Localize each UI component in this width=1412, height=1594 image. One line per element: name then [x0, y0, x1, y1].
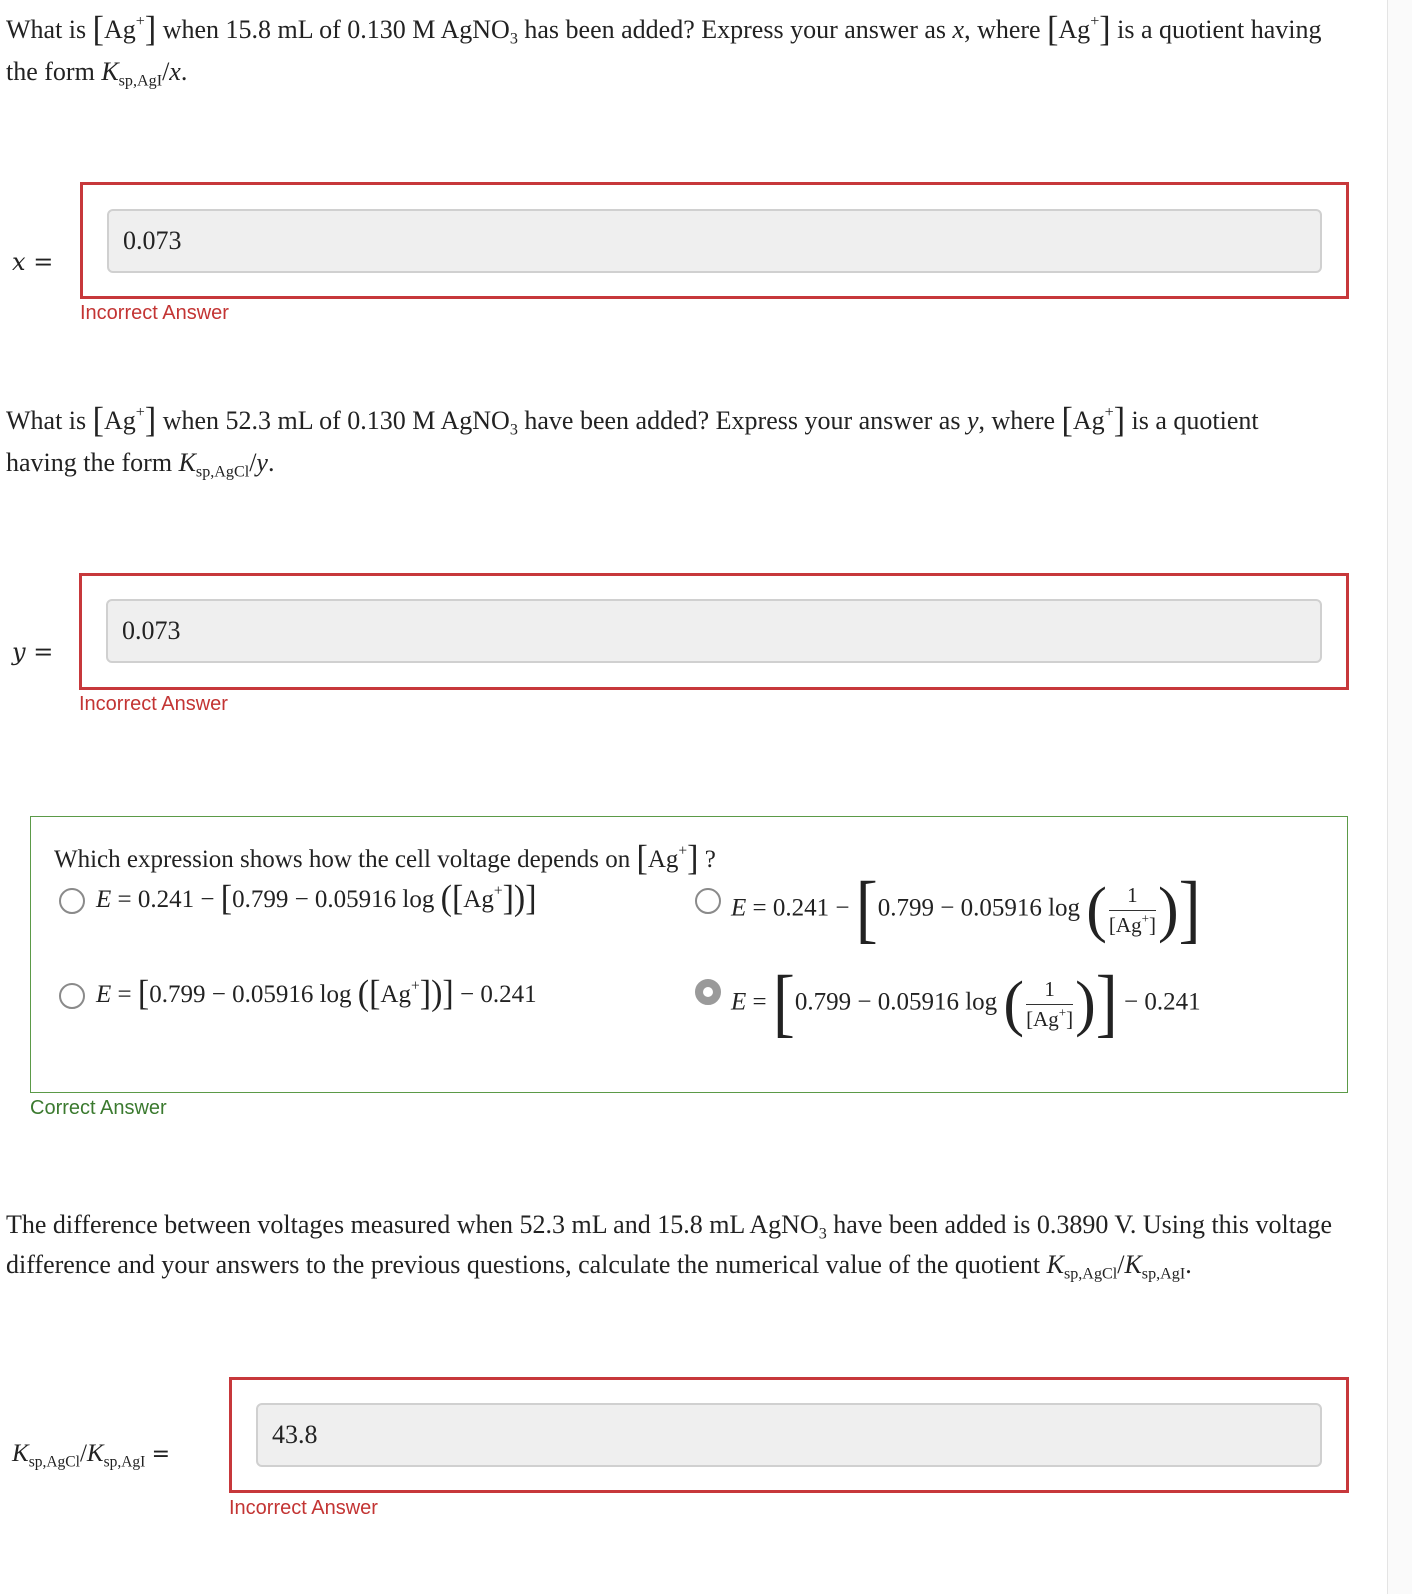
- answer-x-label: x =: [12, 248, 54, 276]
- question-1-text-line2: the form $K_{sp,AgI}/x$.: [6, 57, 188, 90]
- option-3-radio[interactable]: [59, 983, 85, 1009]
- multiple-choice-status: Correct Answer: [30, 1097, 167, 1119]
- question-2-text: What is [Ag+] when 52.3 mL of 0.130 M AgNO$_3$ have been added? Express your answer as y, where [Ag+] is a quotient: [6, 401, 1259, 440]
- option-4-radio[interactable]: [695, 979, 721, 1005]
- multiple-choice-prompt: Which expression shows how the cell voltage depends on [Ag+] ?: [54, 839, 716, 878]
- option-2-radio[interactable]: [695, 888, 721, 914]
- answer-ratio-input[interactable]: 43.8: [256, 1403, 1322, 1467]
- question-3-text-line2: difference and your answers to the previous questions, calculate the numerical value of the quotient $K_{sp,AgCl}/K_{sp,AgI}$.: [6, 1250, 1192, 1283]
- option-4-label[interactable]: E = [0.799 − 0.05916 log ( $\frac{1}{[Ag^+]}$ )] − 0.241: [731, 961, 1201, 1046]
- answer-x-status: Incorrect Answer: [80, 302, 229, 324]
- answer-y-label: y =: [12, 638, 54, 666]
- option-2-label[interactable]: E = 0.241 − [0.799 − 0.05916 log ( $\frac{1}{[Ag^+]}$ )]: [731, 867, 1201, 952]
- question-3-text: The difference between voltages measured when 52.3 mL and 15.8 mL AgNO$_3$ have been added is 0.3890 V. Using this voltage: [6, 1210, 1333, 1243]
- option-1-label[interactable]: E = 0.241 − [0.799 − 0.05916 log ([Ag+])]: [96, 879, 537, 918]
- question-2-text-line2: having the form $K_{sp,AgCl}/y$.: [6, 448, 275, 481]
- answer-ratio-label: $K_{sp,AgCl}/K_{sp,AgI}$ =: [12, 1440, 171, 1471]
- answer-y-input[interactable]: 0.073: [106, 599, 1322, 663]
- answer-x-input[interactable]: 0.073: [107, 209, 1322, 273]
- option-1-radio[interactable]: [59, 888, 85, 914]
- answer-y-status: Incorrect Answer: [79, 693, 228, 715]
- page-scrollbar[interactable]: [1387, 0, 1412, 1594]
- answer-ratio-status: Incorrect Answer: [229, 1497, 378, 1519]
- option-3-label[interactable]: E = [0.799 − 0.05916 log ([Ag+])] − 0.241: [96, 974, 537, 1013]
- question-1-text: What is [Ag+] when 15.8 mL of 0.130 M AgNO$_3$ has been added? Express your answer as x, where [Ag+] is a quotient having: [6, 10, 1322, 49]
